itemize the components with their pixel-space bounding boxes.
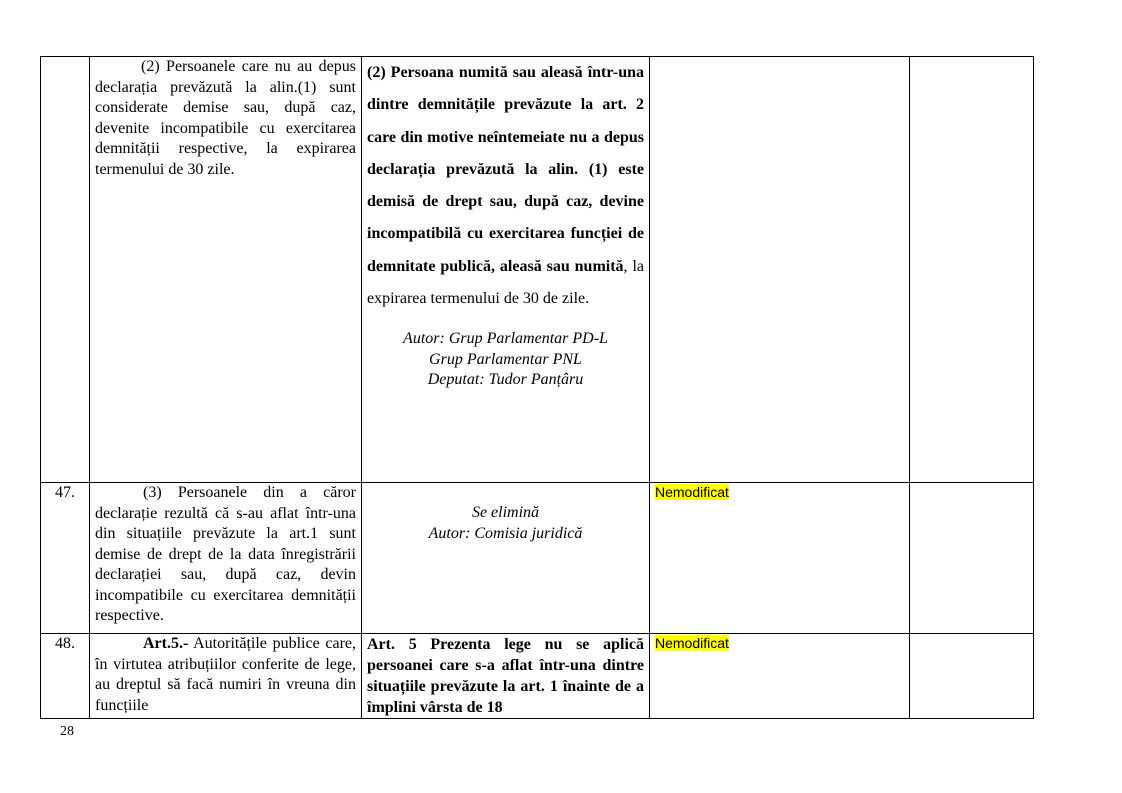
comparison-table <box>40 56 1034 719</box>
row-number <box>41 57 90 483</box>
reasons-cell <box>910 57 1034 483</box>
amendment-text <box>367 57 644 315</box>
amendment-authors <box>367 329 644 391</box>
amendment-cell <box>362 57 650 483</box>
table-row <box>41 57 1034 483</box>
author-line: Deputat: Tudor Panțâru <box>427 371 584 389</box>
original-body: Autoritățile publice care, în virtutea atribuțiilor conferite de lege, au dreptul să facă numiri în vreuna din funcțiile <box>95 635 356 714</box>
page-number: 28 <box>60 724 74 739</box>
amendment-tail-text: , la expirarea termenului de 30 de zile. <box>367 257 644 308</box>
table-row <box>41 483 1034 634</box>
highlighted-status: Nemodificat <box>655 635 729 651</box>
original-text <box>95 634 356 716</box>
amendment-text <box>367 503 644 544</box>
amendment-cell <box>362 483 650 634</box>
table-row <box>41 634 1034 719</box>
reasons-cell <box>910 634 1034 719</box>
amendment-line: Autor: Comisia juridică <box>428 524 583 542</box>
article-label: Art.5.- <box>143 635 189 652</box>
row-number: 48. <box>41 634 90 719</box>
committee-text-cell <box>650 634 910 719</box>
original-text-cell <box>90 57 362 483</box>
amendment-text: Art. 5 Prezenta lege nu se aplică persoanei care s-a aflat într-una dintre situațiile prevăzute la art. 1 înainte de a împlini vârsta de 18 <box>367 636 644 716</box>
highlighted-status: Nemodificat <box>655 484 729 500</box>
amendment-line: Se elimină <box>471 504 540 521</box>
committee-text-cell <box>650 483 910 634</box>
original-text: (2) Persoanele care nu au depus declarația prevăzută la alin.(1) sunt considerate demise sau, după caz, devenite incompatibile cu exercitarea demnității respective, la expirarea termenului de 30 zile. <box>95 58 356 178</box>
author-line: Autor: Grup Parlamentar PD-L <box>403 330 608 348</box>
reasons-cell <box>910 483 1034 634</box>
original-text-cell <box>90 483 362 634</box>
original-text: (3) Persoanele din a căror declarație rezultă că s-au aflat într-una din situațiile prevăzute la art.1 sunt demise de drept de la data înregistrării declarației sau, după caz, devin incompatibile cu exercitarea demnității respective. <box>95 484 356 624</box>
row-number: 47. <box>41 483 90 634</box>
amendment-bold-text: (2) Persoana numită sau aleasă într-una dintre demnitățile prevăzute la art. 2 care din motive neîntemeiate nu a depus declarația prevăzută la alin. (1) este demisă de drept sau, după caz, devine incompatibilă cu exercitarea funcției de demnitate publică, aleasă sau numită <box>367 64 644 275</box>
author-line: Grup Parlamentar PNL <box>429 350 582 368</box>
committee-text-cell <box>650 57 910 483</box>
original-text-cell <box>90 634 362 719</box>
amendment-cell <box>362 634 650 719</box>
